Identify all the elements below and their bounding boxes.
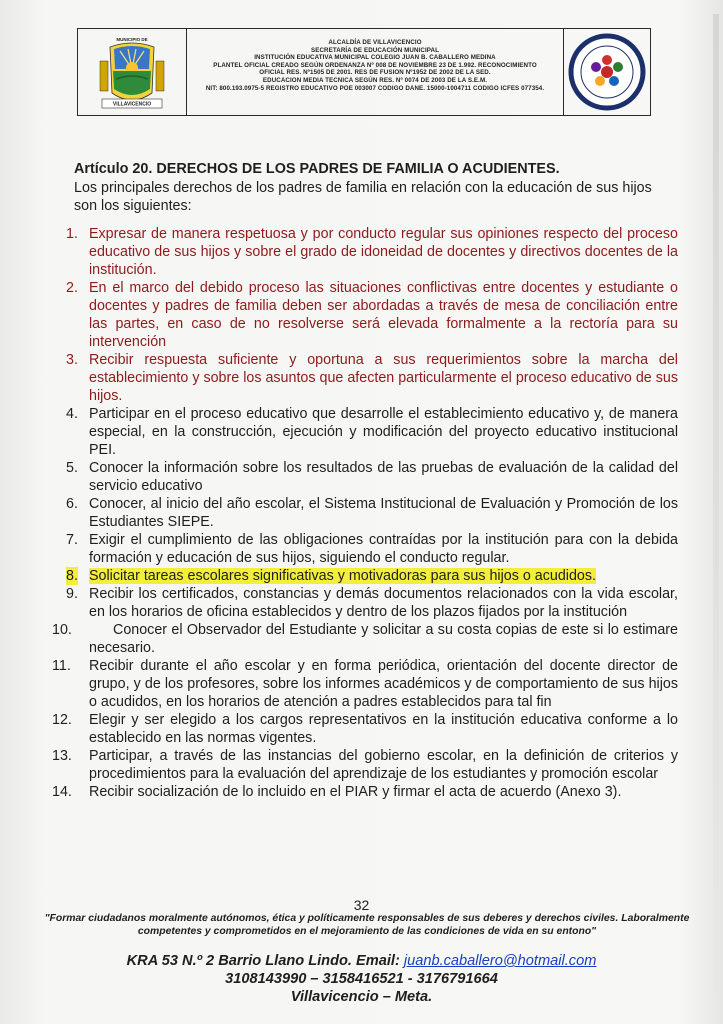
footer-contact xyxy=(0,952,723,1006)
header-line: SECRETARÍA DE EDUCACIÓN MUNICIPAL xyxy=(311,46,439,54)
municipal-crest-icon xyxy=(92,35,172,113)
page-number: 32 xyxy=(353,897,370,913)
crest-banner: VILLAVICENCIO xyxy=(112,101,152,108)
header-line: EDUCACION MEDIA TECNICA SEGÚN RES. Nº 0074 DE 2003 DE LA S.E.M. xyxy=(262,76,488,84)
list-item: 11. Recibir durante el año escolar y en forma periódica, orientación del docente director de grupo, y de los profesores, sobre los informes académicos y de comportamiento de sus hijos o acudidos, en los horarios de atención a padres establecidos para tal fin xyxy=(52,658,678,710)
crest-cell xyxy=(78,29,187,115)
header-line: OFICIAL RES. Nº1505 DE 2001. RES DE FUSION Nº1952 DE 2002 DE LA SED. xyxy=(259,69,491,77)
article-title: Artículo 20. DERECHOS DE LOS PADRES DE FAMILIA O ACUDIENTES. xyxy=(74,161,560,177)
header-line: NIT: 800.193.0975-5 REGISTRO EDUCATIVO POE 003007 CODIGO DANE. 15000-1004711 CODIGO ICFES 077354. xyxy=(205,84,545,92)
list-item: 6. Conocer, al inicio del año escolar, el Sistema Institucional de Evaluación y Promoción de los Estudiantes SIEPE. xyxy=(66,496,678,530)
scan-edge xyxy=(713,14,719,1014)
crest-label: MUNICIPIO DE xyxy=(116,37,148,42)
email-link[interactable]: juanb.caballero@hotmail.com xyxy=(403,953,597,969)
footer-motto: "Formar ciudadanos moralmente autónomos, ética y políticamente responsables de sus deberes y derechos civiles. Laboralmente competentes y comprometidos en el mejoramiento de las condiciones de vida en su entono" xyxy=(44,913,690,937)
list-item: 14. Recibir socialización de lo incluido en el PIAR y firmar el acta de acuerdo (Anexo 3). xyxy=(52,784,622,800)
letterhead xyxy=(77,28,651,116)
list-item: 4. Participar en el proceso educativo que desarrolle el establecimiento educativo y, de manera especial, en la construcción, ejecución y modificación del proyecto educativo institucional PEI. xyxy=(66,406,678,458)
seal-cell xyxy=(564,29,650,115)
header-line: PLANTEL OFICIAL CREADO SEGÚN ORDENANZA Nº 008 DE NOVIEMBRE 23 DE 1.992. RECONOCIMIENTO xyxy=(213,61,537,69)
list-item: 10. Conocer el Observador del Estudiante y solicitar a su costa copias de este si lo estimare necesario. xyxy=(52,622,678,656)
address-text: KRA 53 N.º 2 Barrio Llano Lindo. Email: xyxy=(126,953,404,969)
phone-numbers: 3108143990 – 3158416521 - 3176791664 xyxy=(225,971,498,987)
list-item-highlighted: 8. Solicitar tareas escolares significativas y motivadoras para sus hijos o acudidos. xyxy=(66,568,596,584)
list-item: 5. Conocer la información sobre los resultados de las pruebas de evaluación de la calidad del servicio educativo xyxy=(66,460,678,494)
city-line: Villavicencio – Meta. xyxy=(290,989,433,1005)
article-intro: Los principales derechos de los padres de familia en relación con la educación de sus hijos son los siguientes: xyxy=(74,180,652,214)
list-item: 13. Participar, a través de las instancias del gobierno escolar, en la definición de criterios y procedimientos para la evaluación del aprendizaje de los estudiantes y promoción escolar xyxy=(52,748,678,782)
list-item: 7. Exigir el cumplimiento de las obligaciones contraídas por la institución para con la debida formación y educación de sus hijos, siguiendo el conducto regular. xyxy=(66,532,678,566)
header-line: ALCALDÍA DE VILLAVICENCIO xyxy=(328,39,422,46)
address-line xyxy=(0,952,723,970)
institution-seal-icon xyxy=(568,33,646,111)
institution-info xyxy=(187,29,564,115)
header-line: INSTITUCIÓN EDUCATIVA MUNICIPAL COLEGIO JUAN B. CABALLERO MEDINA xyxy=(254,54,496,62)
list-item: 9. Recibir los certificados, constancias y demás documentos relacionados con la vida escolar, en los horarios de oficina establecidos y dentro de los plazos fijados por la institución xyxy=(66,586,678,620)
list-item: 12. Elegir y ser elegido a los cargos representativos en la institución educativa conforme a lo establecido en las normas vigentes. xyxy=(52,712,678,746)
article xyxy=(52,160,678,801)
list-item: 1. Expresar de manera respetuosa y por conducto regular sus opiniones respecto del proceso educativo de sus hijos y sobre el grado de idoneidad de docentes y directivos docentes de la institución. xyxy=(66,226,678,278)
list-item: 2. En el marco del debido proceso las situaciones conflictivas entre docentes y estudiante o docentes y padres de familia deben ser abordadas a través de mesa de conciliación entre las partes, en caso de no resolverse será elevada formalmente a la rectoría para su intervención xyxy=(66,280,678,350)
list-item: 3. Recibir respuesta suficiente y oportuna a sus requerimientos sobre la marcha del establecimiento y sobre los asuntos que afecten particularmente el proceso educativo de sus hijos. xyxy=(66,352,678,404)
